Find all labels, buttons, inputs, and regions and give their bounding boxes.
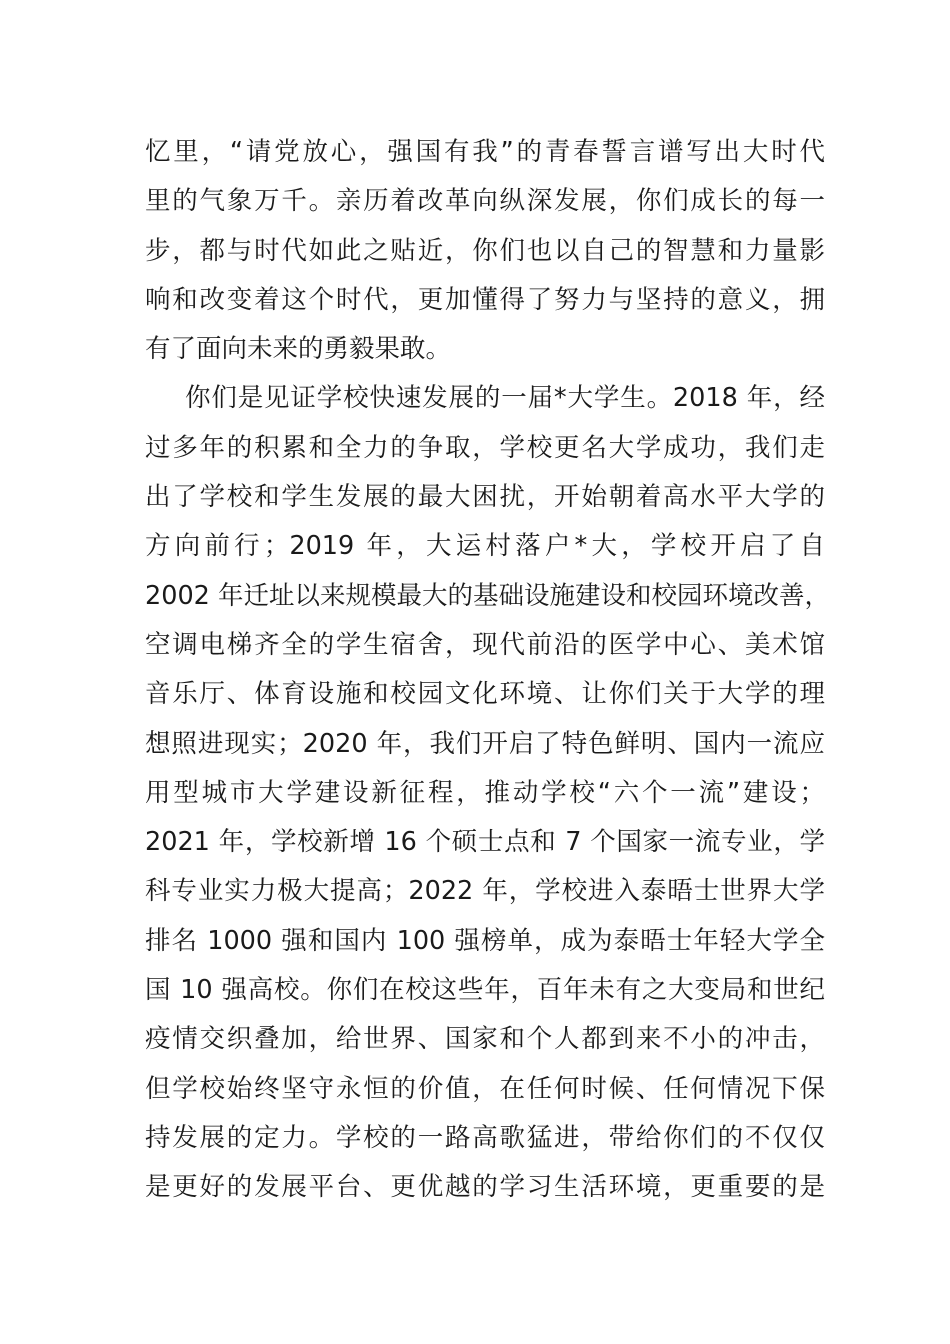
text-line: 排名 1000 强和国内 100 强榜单，成为泰晤士年轻大学全 [145,925,825,956]
text-line: 但学校始终坚守永恒的价值，在任何时候、任何情况下保 [145,1073,825,1104]
text-line: 音乐厅、体育设施和校园文化环境、让你们关于大学的理 [145,679,825,710]
text-line: 出了学校和学生发展的最大困扰，开始朝着高水平大学的 [145,482,825,513]
text-line: 用型城市大学建设新征程，推动学校“六个一流”建设； [145,777,825,808]
text-line: 空调电梯齐全的学生宿舍，现代前沿的医学中心、美术馆 [145,629,825,660]
text-line: 持发展的定力。学校的一路高歌猛进，带给你们的不仅仅 [145,1122,825,1153]
text-line: 想照进现实；2020 年，我们开启了特色鲜明、国内一流应 [145,728,825,759]
text-line: 是更好的发展平台、更优越的学习生活环境，更重要的是 [145,1172,825,1203]
paragraph-2 [145,374,831,1212]
text-line: 有了面向未来的勇毅果敢。 [145,334,452,365]
text-line: 国 10 强高校。你们在校这些年，百年未有之大变局和世纪 [145,975,825,1006]
text-line: 里的气象万千。亲历着改革向纵深发展，你们成长的每一 [145,186,825,217]
text-line: 你们是见证学校快速发展的一届*大学生。2018 年，经 [185,383,825,414]
text-line: 科专业实力极大提高；2022 年，学校进入泰晤士世界大学 [145,876,825,907]
text-line: 2021 年，学校新增 16 个硕士点和 7 个国家一流专业，学 [145,827,825,858]
text-line: 过多年的积累和全力的争取，学校更名大学成功，我们走 [145,432,825,463]
text-line: 忆里，“请党放心，强国有我”的青春誓言谱写出大时代 [145,137,825,167]
body-text [145,128,831,1213]
text-line: 2002 年迁址以来规模最大的基础设施建设和校园环境改善， [145,580,831,611]
text-line: 方向前行；2019 年，大运村落户*大，学校开启了自 [145,531,825,562]
paragraph-1 [145,128,825,374]
text-line: 步，都与时代如此之贴近，你们也以自己的智慧和力量影 [145,235,825,266]
text-line: 疫情交织叠加，给世界、国家和个人都到来不小的冲击， [145,1024,825,1055]
text-line: 响和改变着这个时代，更加懂得了努力与坚持的意义，拥 [145,284,825,315]
